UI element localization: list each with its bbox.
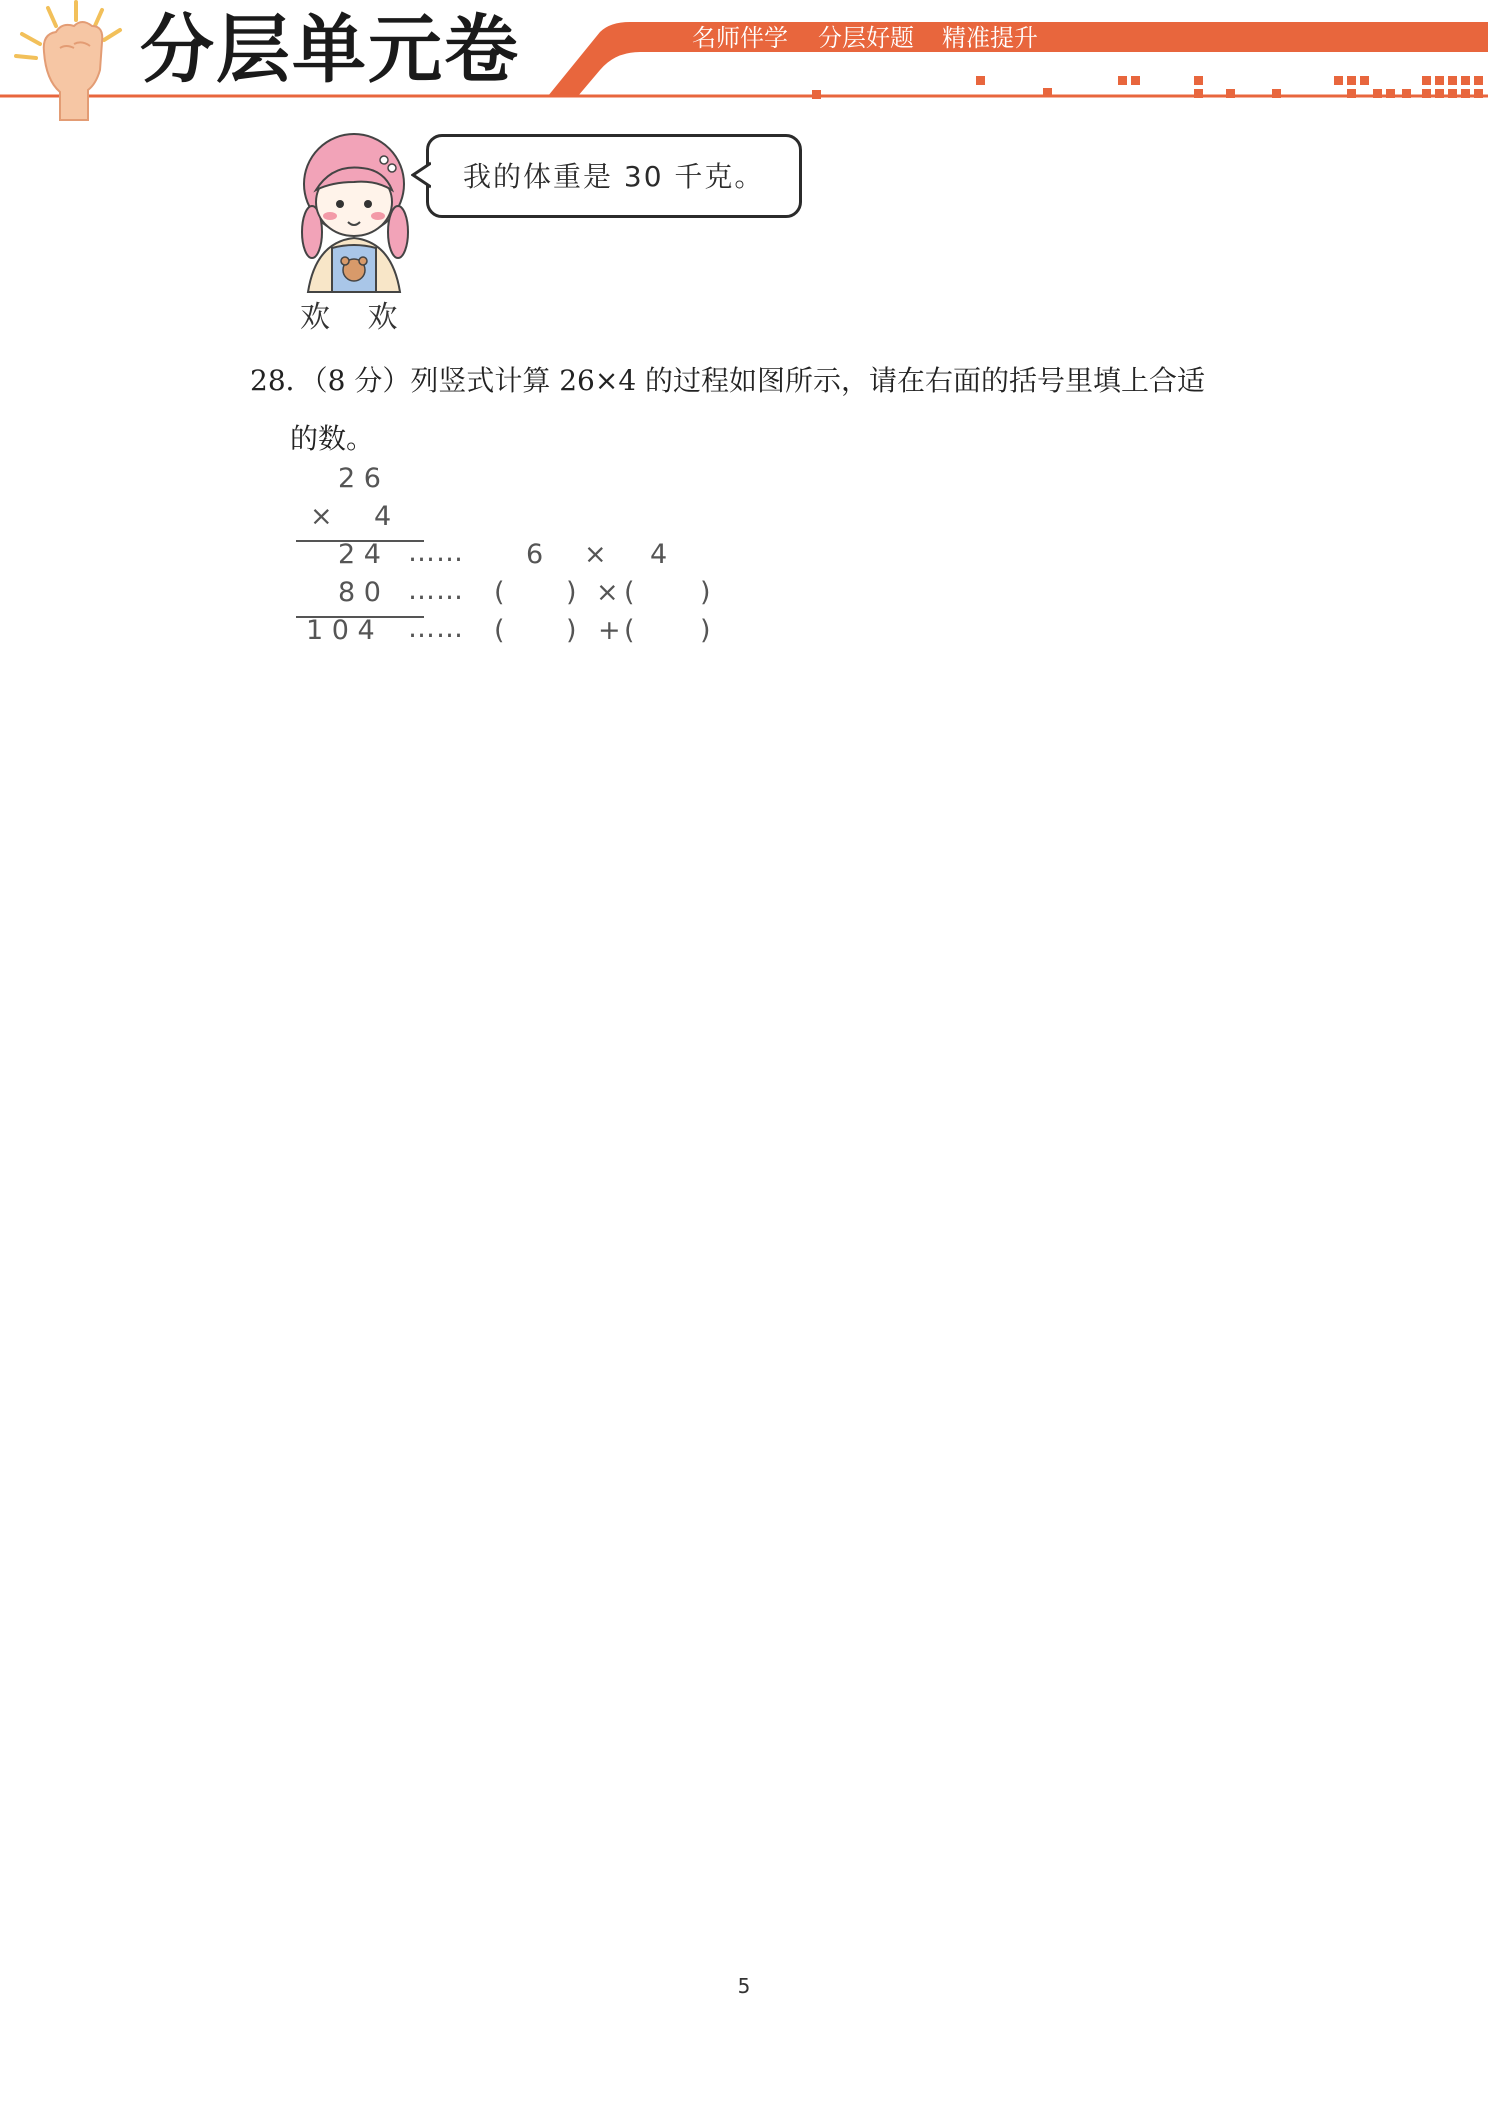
slogan-2: 分层好题 — [818, 24, 914, 52]
row1-expr-a: 6 — [526, 539, 544, 570]
row2-paren-close-1: ) — [566, 577, 577, 608]
row3-value: 1 0 4 — [306, 615, 375, 646]
row3-paren-close-1: ) — [566, 615, 577, 646]
girl-icon — [292, 124, 422, 299]
page-number: 5 — [737, 1974, 751, 1998]
multiplicand: 2 6 — [338, 463, 381, 494]
row3-paren-open-2: ( — [624, 615, 635, 646]
page-header — [0, 0, 1488, 130]
row2-dots: …… — [408, 575, 464, 606]
speech-bubble — [426, 134, 802, 218]
row1-value: 2 4 — [338, 539, 381, 570]
row2-paren-open-1: ( — [494, 577, 505, 608]
row2-paren-open-2: ( — [624, 577, 635, 608]
row1-dots: …… — [408, 537, 464, 568]
speech-text: 我的体重是 30 千克。 — [463, 160, 765, 193]
row3-dots: …… — [408, 613, 464, 644]
brand-title: 分层单元卷 — [140, 7, 520, 93]
slogan-1: 名师伴学 — [692, 24, 788, 52]
speech-bubble-tail — [411, 161, 431, 191]
row2-value: 8 0 — [338, 577, 381, 608]
row1-op: × — [584, 539, 607, 570]
row1-expr-b: 4 — [650, 539, 668, 570]
girl-name: 欢 欢 — [300, 300, 412, 335]
row2-paren-close-2: ) — [700, 577, 711, 608]
multiplier: 4 — [374, 501, 392, 532]
times-sign: × — [310, 501, 333, 532]
question-text-line-1: 28．（8 分）列竖式计算 26×4 的过程如图所示，请在右面的括号里填上合适 — [250, 364, 1206, 397]
question-text-line-2: 的数。 — [290, 422, 375, 455]
girl-illustration — [292, 120, 812, 340]
row2-op: × — [596, 577, 619, 608]
vertical-calculation — [290, 460, 750, 660]
fist-logo-icon — [4, 0, 134, 125]
row3-paren-open-1: ( — [494, 615, 505, 646]
row3-op: + — [598, 615, 621, 646]
question-28 — [250, 352, 1250, 468]
slogan-3: 精准提升 — [942, 24, 1038, 52]
row3-paren-close-2: ) — [700, 615, 711, 646]
